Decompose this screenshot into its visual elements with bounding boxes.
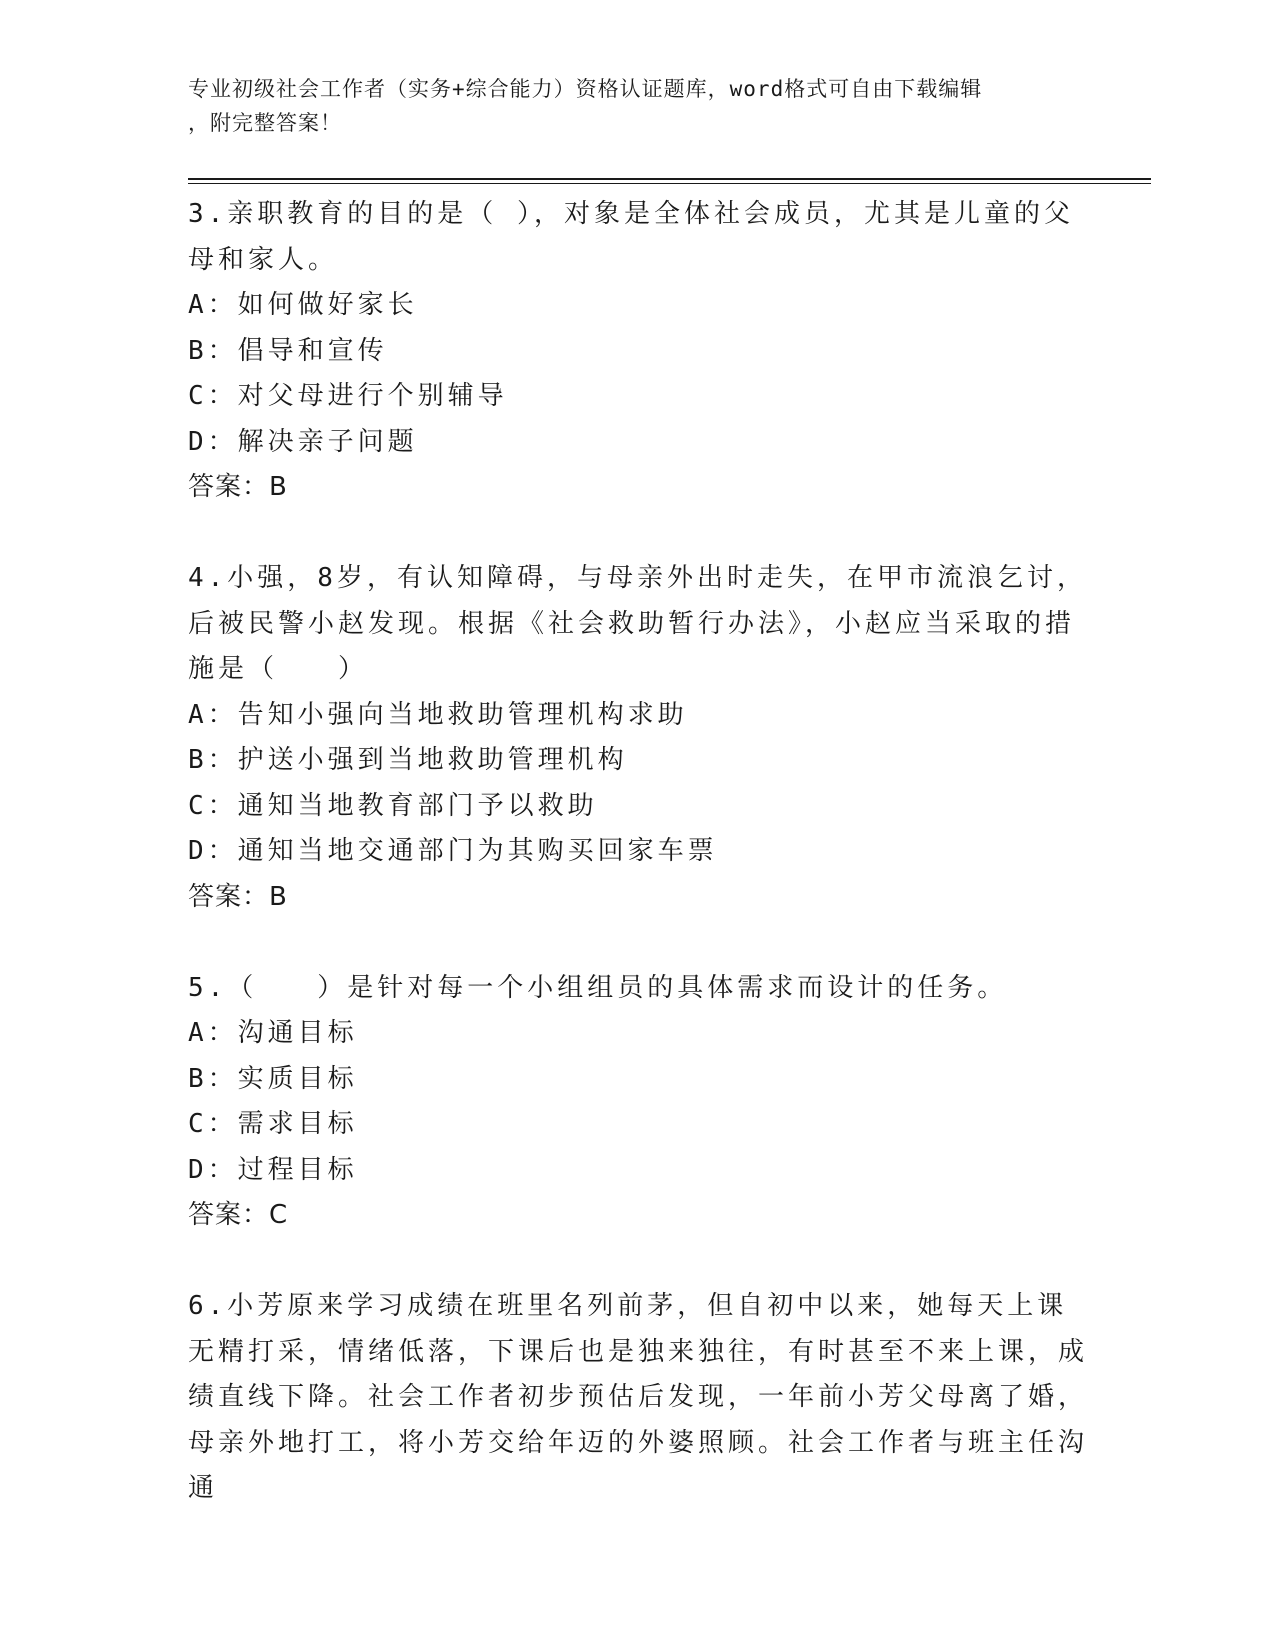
answer: 答案：C bbox=[188, 1200, 289, 1230]
option-d: D：过程目标 bbox=[188, 1154, 358, 1185]
question-text: 3.亲职教育的目的是（ ），对象是全体社会成员，尤其是儿童的父母和家人。 bbox=[188, 199, 1074, 275]
question-text: 6.小芳原来学习成绩在班里名列前茅，但自初中以来，她每天上课无精打采，情绪低落，下课后也是独来独往，有时甚至不来上课，成绩直线下降。社会工作者初步预估后发现，一年前小芳父母离了婚，母亲外地打工，将小芳交给年迈的外婆照顾。社会工作者与班主任沟通 bbox=[188, 1291, 1089, 1503]
document-header bbox=[188, 72, 1088, 140]
option-a: A：沟通目标 bbox=[188, 1018, 358, 1048]
question-list bbox=[188, 192, 1088, 1557]
question-3 bbox=[188, 192, 1088, 511]
option-a: A：告知小强向当地救助管理机构求助 bbox=[188, 699, 688, 730]
question-5 bbox=[188, 966, 1088, 1239]
answer: 答案：B bbox=[188, 472, 288, 502]
option-c: C：通知当地教育部门予以救助 bbox=[188, 790, 598, 821]
option-b: B：护送小强到当地救助管理机构 bbox=[188, 745, 628, 775]
answer: 答案：B bbox=[188, 881, 288, 912]
header-divider-thin bbox=[188, 183, 1151, 184]
header-line-1: 专业初级社会工作者（实务+综合能力）资格认证题库，word格式可自由下载编辑 bbox=[188, 77, 983, 101]
option-b: B：实质目标 bbox=[188, 1063, 358, 1094]
question-text: 5.（ ）是针对每一个小组组员的具体需求而设计的任务。 bbox=[188, 972, 1008, 1003]
option-d: D：通知当地交通部门为其购买回家车票 bbox=[188, 836, 718, 866]
option-c: C：对父母进行个别辅导 bbox=[188, 381, 508, 411]
header-line-2: ，附完整答案！ bbox=[188, 111, 342, 135]
header-divider-thick bbox=[188, 178, 1151, 180]
question-6 bbox=[188, 1284, 1088, 1512]
option-c: C：需求目标 bbox=[188, 1109, 358, 1139]
option-a: A：如何做好家长 bbox=[188, 290, 418, 320]
option-d: D：解决亲子问题 bbox=[188, 426, 418, 457]
question-4 bbox=[188, 556, 1088, 920]
question-text: 4.小强，8岁，有认知障碍，与母亲外出时走失，在甲市流浪乞讨，后被民警小赵发现。根据《社会救助暂行办法》，小赵应当采取的措施是（ ） bbox=[188, 563, 1087, 684]
option-b: B：倡导和宣传 bbox=[188, 335, 388, 366]
